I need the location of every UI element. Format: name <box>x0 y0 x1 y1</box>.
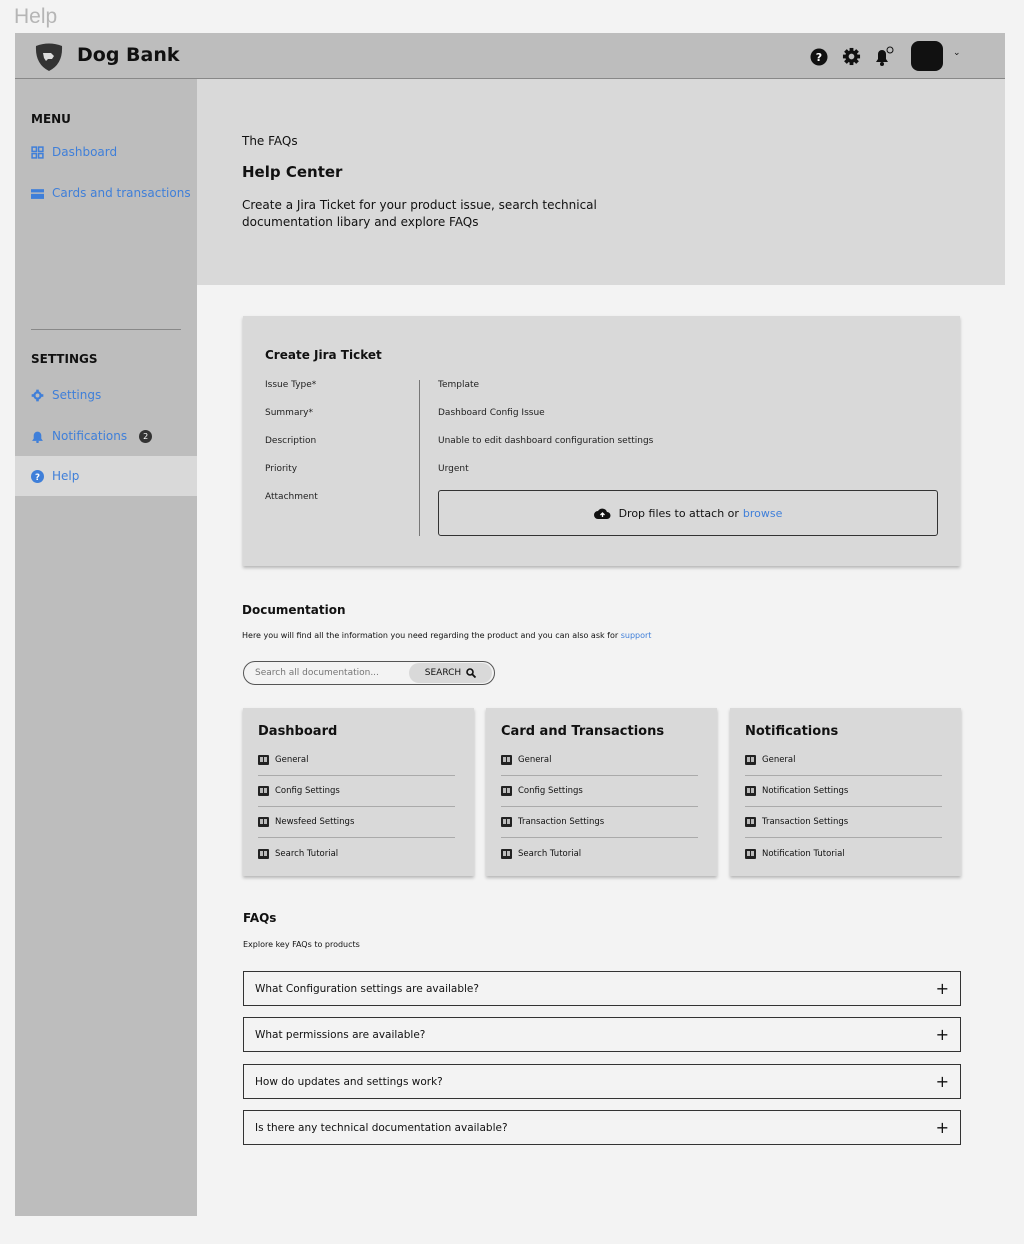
plus-icon: + <box>935 1025 949 1044</box>
notification-count-badge: 2 <box>139 430 152 443</box>
card-icon <box>31 187 44 200</box>
field-label: Description <box>265 436 317 446</box>
browse-link[interactable]: browse <box>742 506 783 520</box>
doc-link[interactable] <box>258 807 455 838</box>
ticket-title: Create Jira Ticket <box>265 348 382 362</box>
doc-card <box>243 708 474 876</box>
sidebar <box>15 79 197 1216</box>
book-icon <box>745 786 756 796</box>
documentation-intro <box>242 631 651 640</box>
doc-link-label: Config Settings <box>518 786 583 796</box>
search-input[interactable] <box>244 668 409 678</box>
sidebar-item-label: Dashboard <box>52 145 118 159</box>
notification-bell-icon[interactable] <box>873 45 895 67</box>
sidebar-item-help[interactable] <box>31 469 79 483</box>
bell-icon <box>31 430 44 443</box>
sidebar-item-settings[interactable] <box>31 388 101 402</box>
faq-item[interactable] <box>243 1110 961 1145</box>
search-button-label: SEARCH <box>424 668 462 678</box>
faq-question: How do updates and settings work? <box>255 1075 443 1088</box>
summary-field[interactable]: Dashboard Config Issue <box>438 408 545 418</box>
gear-icon <box>31 389 44 402</box>
hero-description: Create a Jira Ticket for your product issue, search technical documentation libary and explore FAQs <box>242 198 597 229</box>
doc-link-label: Search Tutorial <box>518 848 582 859</box>
book-icon <box>501 817 512 827</box>
avatar[interactable] <box>911 41 943 71</box>
svg-text:?: ? <box>34 472 41 483</box>
hero-eyebrow: The FAQs <box>242 134 298 148</box>
hero-title: Help Center <box>242 163 343 181</box>
book-icon <box>258 755 269 765</box>
doc-link[interactable] <box>258 745 455 776</box>
doc-link-label: General <box>275 755 309 765</box>
doc-link[interactable] <box>745 807 942 838</box>
help-icon <box>31 470 44 483</box>
doc-link[interactable] <box>745 745 942 776</box>
doc-link[interactable] <box>501 745 698 776</box>
sidebar-item-dashboard[interactable] <box>31 145 117 159</box>
menu-heading: MENU <box>31 112 71 126</box>
plus-icon: + <box>935 979 949 998</box>
drop-text: Drop files to attach or <box>618 506 739 520</box>
faq-item[interactable] <box>243 971 961 1006</box>
doc-link-label: Notification Tutorial <box>762 848 845 859</box>
plus-icon: + <box>935 1072 949 1091</box>
faq-question: What permissions are available? <box>255 1028 426 1041</box>
doc-card-title: Notifications <box>745 724 839 739</box>
search-icon <box>466 668 476 678</box>
doc-link-label: Search Tutorial <box>275 848 339 859</box>
book-icon <box>745 849 756 859</box>
field-label: Attachment <box>265 492 318 502</box>
doc-link[interactable] <box>501 776 698 807</box>
documentation-intro-text: Here you will find all the information you need regarding the product and you can also ask for <box>242 631 619 640</box>
priority-field[interactable]: Urgent <box>438 464 469 474</box>
book-icon <box>501 755 512 765</box>
doc-link[interactable] <box>745 776 942 807</box>
help-icon[interactable] <box>810 48 828 66</box>
field-label: Summary* <box>265 408 313 418</box>
sidebar-item-notifications[interactable] <box>31 429 152 443</box>
book-icon <box>745 755 756 765</box>
search-button[interactable] <box>409 663 492 683</box>
faq-question: What Configuration settings are available? <box>255 982 479 995</box>
doc-link-label: Config Settings <box>275 786 340 796</box>
sidebar-item-label: Notifications <box>52 429 128 443</box>
doc-link-label: Newsfeed Settings <box>275 817 355 827</box>
sidebar-item-label: Settings <box>52 388 102 402</box>
doc-link[interactable] <box>501 807 698 838</box>
book-icon <box>258 817 269 827</box>
doc-link-label: General <box>762 755 796 765</box>
doc-link[interactable] <box>258 776 455 807</box>
doc-link-label: Notification Settings <box>762 786 849 796</box>
ticket-divider <box>419 380 420 536</box>
documentation-search <box>243 661 495 685</box>
chevron-down-icon[interactable]: ⌄ <box>953 48 961 58</box>
cloud-upload-icon <box>594 507 611 519</box>
issue-type-field[interactable]: Template <box>438 380 480 390</box>
doc-link-label: Transaction Settings <box>518 817 605 827</box>
doc-link[interactable] <box>501 838 698 869</box>
doc-card <box>486 708 717 876</box>
dashboard-icon <box>31 146 44 159</box>
book-icon <box>258 849 269 859</box>
plus-icon: + <box>935 1118 949 1137</box>
doc-card-title: Dashboard <box>258 724 338 739</box>
doc-card <box>730 708 961 876</box>
book-icon <box>501 786 512 796</box>
sidebar-item-label: Cards and transactions <box>52 186 191 200</box>
field-label: Issue Type* <box>265 380 317 390</box>
page-title: Help <box>14 5 58 28</box>
doc-link-label: General <box>518 755 552 765</box>
description-field[interactable]: Unable to edit dashboard configuration settings <box>438 436 654 446</box>
field-label: Priority <box>265 464 298 474</box>
doc-link-label: Transaction Settings <box>762 817 849 827</box>
support-link[interactable]: support <box>620 631 652 640</box>
doc-link[interactable] <box>745 838 942 869</box>
gear-icon[interactable] <box>842 47 861 66</box>
book-icon <box>501 849 512 859</box>
dog-bank-logo-icon <box>33 42 65 72</box>
book-icon <box>745 817 756 827</box>
faqs-heading: FAQs <box>243 911 277 925</box>
sidebar-item-cards[interactable] <box>31 186 191 200</box>
doc-link[interactable] <box>258 838 455 869</box>
hero-banner <box>197 79 1005 285</box>
brand-name: Dog Bank <box>77 44 180 66</box>
sidebar-item-label: Help <box>52 469 80 483</box>
svg-text:?: ? <box>815 51 823 64</box>
book-icon <box>258 786 269 796</box>
faq-question: Is there any technical documentation available? <box>255 1121 508 1134</box>
sidebar-divider <box>31 329 181 330</box>
faq-item[interactable] <box>243 1064 961 1099</box>
doc-card-title: Card and Transactions <box>501 724 665 739</box>
documentation-heading: Documentation <box>242 603 346 617</box>
faqs-intro: Explore key FAQs to products <box>243 940 360 949</box>
settings-heading: SETTINGS <box>31 352 98 366</box>
faq-item[interactable] <box>243 1017 961 1052</box>
attachment-dropzone[interactable] <box>438 490 938 536</box>
